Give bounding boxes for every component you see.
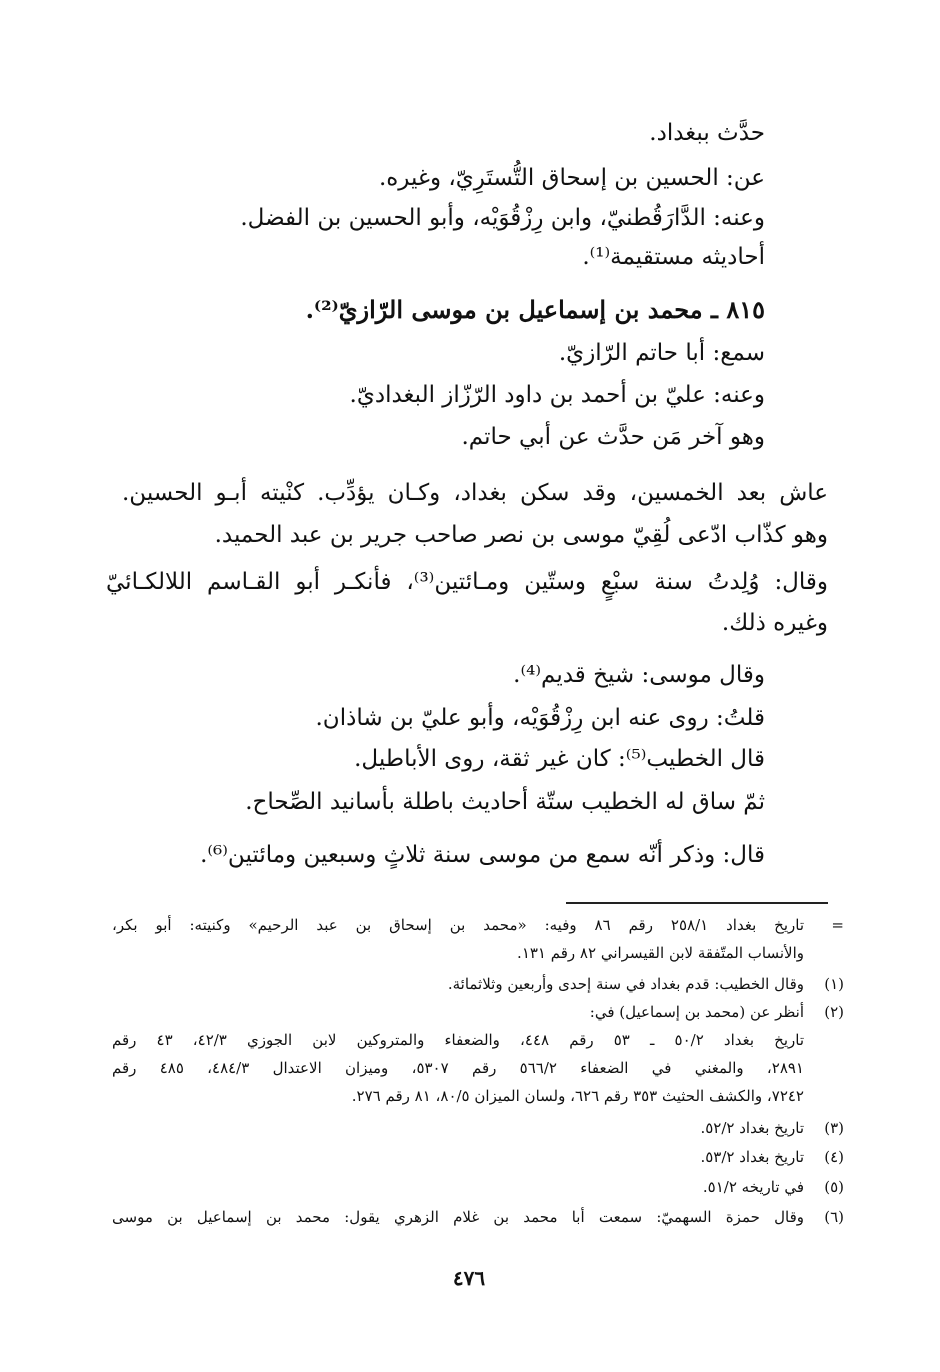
footnote-number: (٤) (824, 1148, 844, 1166)
body-line: قلتُ: روى عنه ابن رِزْقُوَيْه، وأبو عليّ بن شاذان. (315, 705, 765, 731)
footnote-line: في تاريخه ٥١/٢. (702, 1178, 804, 1196)
footnote-number: (٦) (824, 1208, 844, 1226)
body-line: قال الخطيب⁽⁵⁾: كان غير ثقة، روى الأباطيل. (354, 746, 765, 772)
footnote-number: (٢) (824, 1003, 844, 1021)
footnote-line: وقال حمزة السهميّ: سمعت أبا محمد بن غلام الزهري يقول: محمد بن إسماعيل بن موسى (112, 1208, 804, 1226)
body-line: وقال: وُلِدتُ سنة سبْعٍ وستّين ومـائتين⁽³⁾، فأنكـر أبو القـاسم اللالكـائيّ (106, 569, 829, 595)
entry-heading: ٨١٥ ـ محمد بن إسماعيل بن موسى الرّازيّ⁽²⁾. (305, 295, 765, 324)
body-line: عاش بعد الخمسين، وقد سكن بغداد، وكـان يؤدِّب. كنْيته أبـو الحسين. (122, 480, 828, 506)
footnote-line: ٢٨٩١، والمغني في الضعفاء ٥٦٦/٢ رقم ٥٣٠٧، وميزان الاعتدال ٤٨٤/٣، ٤٨٥ رقم (112, 1059, 804, 1077)
body-line: أحاديثه مستقيمة⁽¹⁾. (582, 244, 765, 270)
footnote-separator (566, 902, 828, 904)
footnote-number: (١) (824, 975, 844, 993)
body-line: قال: وذكر أنّه سمع من موسى سنة ثلاثٍ وسبعين ومائتين⁽⁶⁾. (200, 842, 765, 868)
footnote-number: (٥) (824, 1178, 844, 1196)
page-number: ٤٧٦ (452, 1266, 486, 1290)
body-line: وهو آخر مَن حدَّث عن أبي حاتم. (461, 424, 765, 450)
body-line: وقال موسى: شيخ قديم⁽⁴⁾. (513, 662, 765, 688)
footnote-line: أنظر عن (محمد بن إسماعيل) في: (589, 1003, 804, 1021)
body-line: سمع: أبا حاتم الرّازيّ. (558, 340, 765, 366)
footnote-line: ٧٢٤٢، والكشف الحثيث ٣٥٣ رقم ٦٢٦، ولسان الميزان ٨٠/٥، ٨١ رقم ٢٧٦. (351, 1087, 804, 1105)
body-line: وغيره ذلك. (721, 610, 828, 636)
body-line: حدَّث ببغداد. (649, 120, 765, 146)
footnote-line: تاريخ بغداد ٥٣/٢. (700, 1148, 804, 1166)
body-line: وعنه: الدَّارَقُطنيّ، وابن رِزْقُوَيْه، وأبو الحسين بن الفضل. (240, 205, 765, 231)
footnote-number: (٣) (824, 1119, 844, 1137)
body-line: عن: الحسين بن إسحاق التُّستَرِيّ، وغيره. (378, 165, 765, 191)
body-line: وهو كذّاب ادّعى لُقِيّ موسى بن نصر صاحب جرير بن عبد الحميد. (214, 522, 828, 548)
footnote-line: تاريخ بغداد ٥٢/٢. (700, 1119, 804, 1137)
body-line: وعنه: عليّ بن أحمد بن داود الرّزّاز البغداديّ. (349, 382, 765, 408)
footnote-line: تاريخ بغداد ٢٥٨/١ رقم ٨٦ وفيه: «محمد بن إسحاق بن عبد الرحيم» وكنيته: أبو بكر، (112, 916, 805, 934)
footnote-line: تاريخ بغداد ٥٠/٢ ـ ٥٣ رقم ٤٤٨، والضعفاء والمتروكين لابن الجوزي ٤٢/٣، ٤٣ رقم (112, 1031, 805, 1049)
body-line: ثمّ ساق له الخطيب ستّة أحاديث باطلة بأسانيد الصِّحاح. (245, 789, 765, 815)
footnote-line: وقال الخطيب: قدم بغداد في سنة إحدى وأربعين وثلاثمائة. (447, 975, 804, 993)
footnote-line: والأنساب المتّفقة لابن القيسراني ٨٢ رقم ١٣١. (517, 944, 804, 962)
footnote-number: = (831, 916, 844, 934)
